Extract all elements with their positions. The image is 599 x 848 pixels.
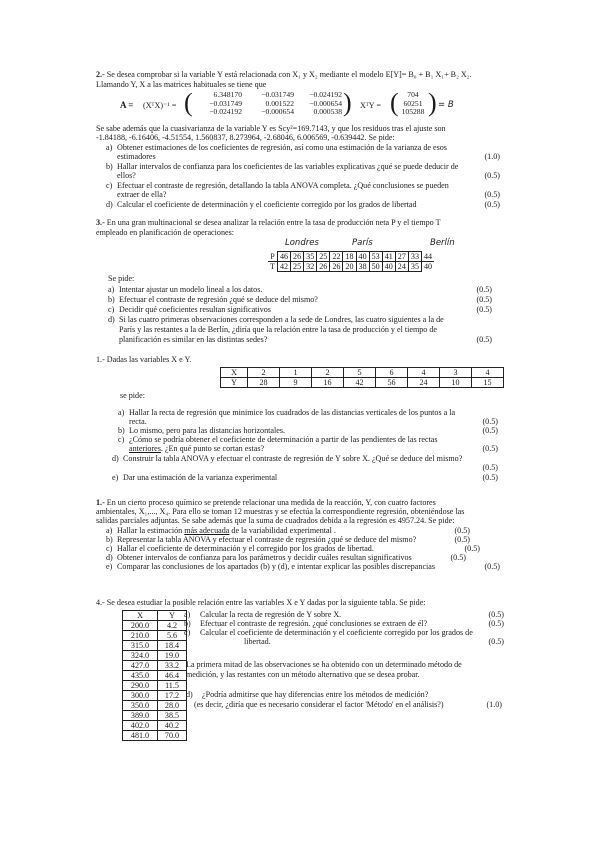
table-row: X Y xyxy=(123,611,187,621)
table-row: X 2 1 2 5 6 4 3 4 xyxy=(221,368,504,378)
exercise-1a-item-c: c) ¿Cómo se podría obtener el coeficiente de determinación a partir de las pendientes de las rectas anteriores. ¿En qué punto se cortan estas? (0.5) xyxy=(118,435,498,453)
exercise-1b-item-e: e) Comparar las conclusiones de los apartados (b) y (d), e intentar explicar las posibles discrepancias (0.5) xyxy=(106,562,500,571)
table-row: 315.0 18.4 xyxy=(123,641,187,651)
matrix-a-label: A = xyxy=(120,100,134,110)
city-label-paris: París xyxy=(352,238,373,248)
exercise-1b-statement-line3: salidas parciales adjuntas. Se sabe además que la suma de cuadrados debida a la regresión es 4957.24. Se pide: xyxy=(96,516,455,525)
table-row: 290.0 11.5 xyxy=(123,681,187,691)
xty-label: XᵀY = xyxy=(360,101,381,110)
exercise-1b-statement-line1: En un cierto proceso químico se pretende relacionar una medida de la reacción, Y, con cuatro factores xyxy=(106,498,436,507)
table-row: Y 28 9 16 42 56 24 10 15 xyxy=(221,378,504,388)
inverse-matrix: 6.348170 −0.031749 −0.024192 −0.031749 0.001522 −0.000654 −0.024192 −0.000654 0.000538 xyxy=(209,90,342,117)
exercise-4 xyxy=(0,598,599,793)
exercise-1b-item-c: c) Hallar el coeficiente de determinación y el corregido por los grados de libertad. (0.5) xyxy=(106,544,480,553)
exercise-2-item-c: c) Efectuar el contraste de regresión, detallando la tabla ANOVA completa. ¿Qué conclusiones se pueden extraer de ella? (0.5) xyxy=(106,181,500,199)
exercise-3-statement-line1: En una gran multinacional se desea analizar la relación entre la tasa de producción neta P y el tiempo T xyxy=(106,218,441,227)
table-row: 200.0 4.2 xyxy=(123,621,187,631)
exercise-4-note2: medición, y las restantes con un método alternativo que se desea probar. xyxy=(186,670,420,679)
exercise-3-number: 3.- xyxy=(96,218,105,227)
exercise-3-item-c: c) Decidir qué coeficientes resultan significativos (0.5) xyxy=(108,305,492,314)
exercise-3-item-b: b) Efectuar el contraste de regresión ¿qué se deduce del mismo? (0.5) xyxy=(108,295,492,304)
table-row: 402.0 40.2 xyxy=(123,721,187,731)
exercise-2-info1: Se sabe además que la cuasivarianza de la variable Y es Scy²=169.7143, y que los residuos tras el ajuste son xyxy=(96,124,446,133)
exercise-2-statement-line2: Llamando Y, X a las matrices habituales se tiene que xyxy=(96,80,267,89)
exercise-3 xyxy=(0,218,599,350)
xy-table-vertical xyxy=(122,610,187,741)
exercise-4-note1: La primera mitad de las observaciones se ha obtenido con un determinado método de xyxy=(186,660,462,669)
exercise-2-statement-line1: Se desea comprobar si la variable Y está relacionada con X₁ y X₂ mediante el modelo E[Y]= B₀ + B₁ X₁+ B₂ X₂. xyxy=(106,70,472,79)
exercise-4-item-b: b) Efectuar el contraste de regresión. ¿qué conclusiones se extraen de él? (0.5) xyxy=(184,619,504,628)
exercise-3-item-d: d) Si las cuatro primeras observaciones corresponden a la sede de Londres, las cuatro siguientes a la de París y las restantes a la de Berlín, ¿diría que la relación entre la tasa de producción y el tiempo de planificación es similar en las distintas sedes? (0.5) xyxy=(108,315,492,344)
exercise-1a-item-e: e) Dar una estimación de la varianza experimental (0.5) xyxy=(112,473,498,482)
exercise-1a-item-a: a) Hallar la recta de regresión que minimice los cuadrados de las distancias verticales de los puntos a la recta. (0.5) xyxy=(118,408,498,426)
pt-table xyxy=(268,251,434,272)
table-row: 389.0 38.5 xyxy=(123,711,187,721)
exercise-2-item-a: a) Obtener estimaciones de los coeficientes de regresión, así como una estimación de la varianza de esos estimadores (1.0) xyxy=(106,143,500,161)
exercise-1-variables xyxy=(0,355,599,490)
exercise-3-statement-line2: empleado en planificación de operaciones: xyxy=(96,228,234,237)
exercise-3-item-a: a) Intentar ajustar un modelo lineal a los datos. (0.5) xyxy=(108,285,492,294)
exercise-2-info2: -1.84188, -6.16406, -4.51554, 1.560837, 8.273964, -2.68046, 6.006569, -0.639442. Se pide: xyxy=(96,133,395,142)
exercise-1a-item-d: d) Construir la tabla ANOVA y efectuar el contraste de regresión de Y sobre X. ¿Qué se deduce del mismo? (0.5) xyxy=(112,454,498,472)
right-paren-vector: ) xyxy=(428,88,437,117)
handwritten-b: = B xyxy=(438,100,454,110)
exercise-1b-statement-line2: ambientales, X₁,..., X₄. Para ello se toman 12 muestras y se efectúa la correspondiente regresión, obteniéndose las xyxy=(96,507,465,516)
left-paren: ( xyxy=(184,88,193,117)
inverse-label: (XᵀX)⁻¹ = xyxy=(143,101,177,110)
exercise-4-item-a: a) Calcular la recta de regresión de Y sobre X. (0.5) xyxy=(184,610,504,619)
table-row: 210.0 5.6 xyxy=(123,631,187,641)
city-label-londres: Londres xyxy=(285,238,319,248)
table-row: 300.0 17.2 xyxy=(123,691,187,701)
xy-table-horizontal xyxy=(220,367,504,388)
exercise-1b-item-b: b) Representar la tabla ANOVA y efectuar el contraste de regresión ¿qué se deduce del mismo? (0.5) xyxy=(106,535,470,544)
table-row: 481.0 70.0 xyxy=(123,731,187,741)
exercise-1b-number: 1.- xyxy=(96,498,105,507)
table-row: 435.0 46.4 xyxy=(123,671,187,681)
left-paren-vector: ( xyxy=(390,88,399,117)
exercise-4-item-d: d) ¿Podría admitirse que hay diferencias entre los métodos de medición? (es decir, ¿diría que es necesario considerar el factor 'Método' en el análisis?) (1.0) xyxy=(186,690,502,709)
exercise-4-title: 4.- Se desea estudiar la posible relación entre las variables X e Y dadas por la siguiente tabla. Se pide: xyxy=(96,598,426,607)
exercise-2-item-b: b) Hallar intervalos de confianza para los coeficientes de las variables explicativas ¿qué se puede deducir de ellos? (0.5) xyxy=(106,162,500,180)
exercise-1a-title: 1.- Dadas las variables X e Y. xyxy=(96,355,192,364)
exercise-2-item-d: d) Calcular el coeficiente de determinación y el coeficiente corregido por los grados de libertad (0.5) xyxy=(106,200,500,209)
city-label-berlin: Berlín xyxy=(430,238,455,248)
table-row: T 42 25 32 26 26 20 38 50 40 24 35 40 xyxy=(270,262,433,272)
xty-vector: 704 60251 105288 xyxy=(401,90,425,117)
table-row: 350.0 28.0 xyxy=(123,701,187,711)
exercise-2-number: 2.- xyxy=(96,70,105,79)
table-row: 427.0 33.2 xyxy=(123,661,187,671)
exercise-4-item-c: c) Calcular el coeficiente de determinación y el coeficiente corregido por los grados de libertad. (0.5) xyxy=(184,628,504,646)
right-paren: ) xyxy=(343,88,352,117)
exercise-1-chemical xyxy=(0,498,599,590)
table-row: P 46 26 35 25 22 18 40 53 41 27 33 44 xyxy=(268,252,434,262)
exercise-1b-item-d: d) Obtener intervalos de confianza para los parámetros y decidir cuáles resultan significativos (0.5) xyxy=(106,553,466,562)
exercise-3-se-pide: Se pide: xyxy=(108,274,135,283)
exercise-1a-se-pide: se pide: xyxy=(120,391,145,400)
exercise-1a-item-b: b) Lo mismo, pero para las distancias horizontales. (0.5) xyxy=(118,426,498,435)
exercise-2 xyxy=(0,70,599,220)
exercise-1b-item-a: a) Hallar la estimación más adecuada de la variabilidad experimental . (0.5) xyxy=(106,526,470,535)
table-row: 324.0 19.0 xyxy=(123,651,187,661)
